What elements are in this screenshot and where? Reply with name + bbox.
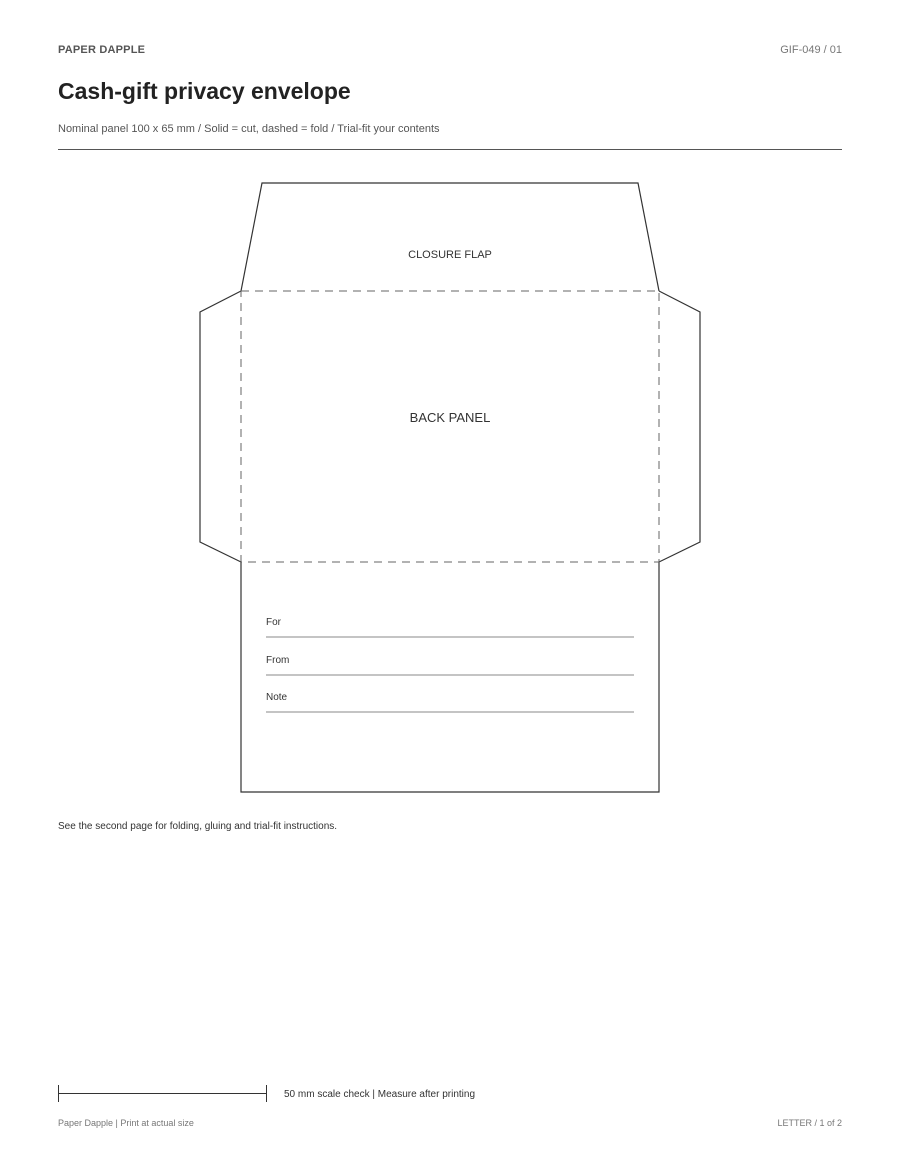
page-subtitle: Nominal panel 100 x 65 mm / Solid = cut, dashed = fold / Trial-fit your contents [58, 123, 440, 135]
scale-bar-start-tick [58, 1085, 59, 1102]
field-label-note: Note [266, 692, 288, 703]
closure-flap-outline [241, 183, 659, 291]
left-side-flap-outline [200, 291, 241, 562]
closure-flap-label: CLOSURE FLAP [408, 249, 492, 261]
field-label-from: From [266, 655, 290, 666]
brand-name: PAPER DAPPLE [58, 44, 146, 56]
document-code: GIF-049 / 01 [780, 44, 842, 56]
scale-bar-end-tick [266, 1085, 267, 1102]
right-side-flap-outline [659, 291, 700, 562]
scale-bar [58, 1085, 267, 1102]
back-panel-label: BACK PANEL [409, 410, 491, 425]
bottom-panel-outline [241, 562, 659, 792]
scale-check-label: 50 mm scale check | Measure after printing [284, 1089, 476, 1100]
page-title: Cash-gift privacy envelope [58, 78, 351, 104]
scale-bar-line [58, 1093, 267, 1094]
instructions-note: See the second page for folding, gluing and trial-fit instructions. [58, 821, 338, 832]
footer-page-info: LETTER / 1 of 2 [777, 1118, 842, 1128]
footer-left-text: Paper Dapple | Print at actual size [58, 1118, 194, 1128]
back-panel-fold-lines [241, 291, 659, 562]
field-label-for: For [266, 617, 281, 628]
